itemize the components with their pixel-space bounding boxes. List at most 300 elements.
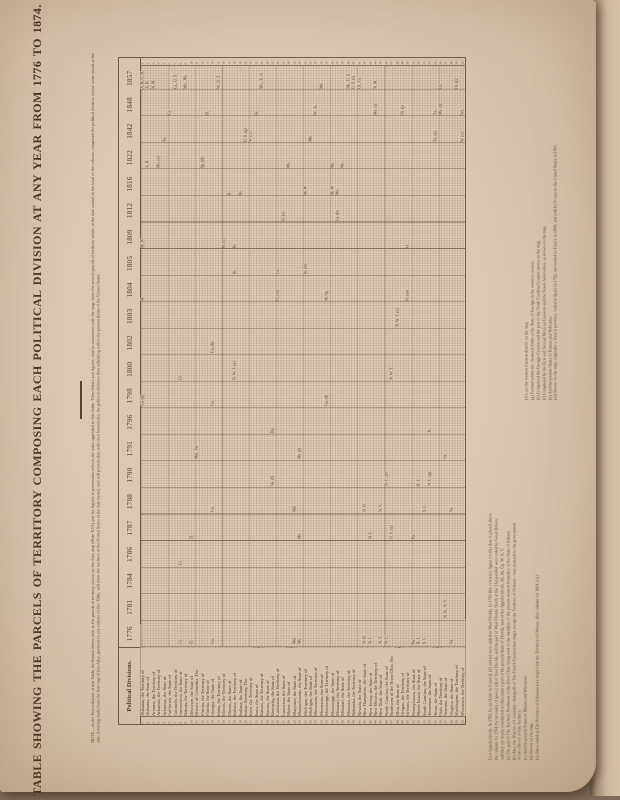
row-number: 57: [444, 720, 448, 724]
row-number: 4: [157, 721, 161, 724]
row-number: 2: [146, 62, 150, 65]
year-column-header: 1805: [125, 255, 134, 272]
row-number: 19: [238, 61, 242, 65]
cell-code: Ms.: [297, 638, 302, 645]
row-number: 24: [265, 61, 270, 65]
division-name: Montana, the Territory of: [346, 625, 356, 716]
cell-code: Or. (j): [454, 79, 459, 89]
cell-code: Mx. (i): [372, 104, 378, 116]
footnote-line: (m) Shown on the map; originally a French province; ceded to Spain in 1762; retroceded to France in 1800; and sold by France to the United States in 1803.: [553, 144, 558, 400]
cell-code: In.: [232, 243, 237, 248]
cell-code: U. S. (i): [351, 76, 356, 89]
row-number: 40: [352, 720, 356, 724]
cell-code: Nb., U. S.: [345, 72, 351, 89]
row-number: 54: [428, 61, 432, 65]
row-number: 44: [373, 61, 378, 65]
cell-code: Mo.: [335, 188, 340, 195]
division-name: Indiana, the Territory of: [232, 630, 242, 716]
cell-code: N. C.: [383, 635, 389, 645]
footnote-line: (g) Formed within the chartered limits of the State of Georgia in the western cession.: [529, 261, 535, 400]
year-column-header: 1803: [125, 308, 134, 324]
row-number: 23: [260, 720, 264, 724]
row-number: 45: [379, 61, 383, 65]
cell-code: Ms. (f): [297, 448, 302, 460]
cell-code: Ga. (d): [140, 395, 145, 407]
footnote-line: (i) Completed by the First and Second Mexican Cessions and the Texan Annexation, as shown on the map.: [541, 225, 547, 400]
row-number: 24: [265, 720, 270, 724]
footnote-line: East Appalachicola. In 1763, by an Order in Council, (d) and (e) were added to West Florida. In 1783 [the reference figure for this date is placed above: [488, 512, 493, 760]
row-number: 25: [271, 720, 275, 724]
row-number: 21: [249, 720, 253, 724]
cell-code: Fr. (m): [405, 289, 410, 301]
row-number: 57: [444, 61, 448, 65]
row-number: 43: [368, 720, 372, 724]
cell-code: Cs., U. S.: [172, 73, 177, 89]
row-number: 13: [206, 720, 210, 724]
cell-code: Fl.: [205, 111, 210, 116]
division-name: Arkansas, the Territory of: [156, 623, 166, 716]
division-name: Minnesota, the State of: [319, 633, 329, 716]
cell-code: N. Y.: [378, 504, 383, 513]
row-number: 16: [222, 720, 226, 724]
division-name: New Jersey, the State of: [368, 629, 378, 716]
cell-code: Ar.: [161, 136, 167, 142]
cell-code: Mx. (i): [437, 104, 443, 116]
cell-code: Mn.: [318, 82, 324, 89]
year-column-header: 1790: [125, 467, 134, 483]
row-number: 39: [346, 720, 351, 724]
row-number: 35: [325, 61, 329, 65]
division-name: Wisconsin, the Territory of: [460, 619, 470, 716]
cell-code: Fr. (m): [275, 289, 280, 301]
division-name: Missouri, the State of: [340, 639, 350, 717]
division-name: Arizona, the Territory of: [151, 628, 161, 716]
year-column-header: 1776: [125, 626, 134, 642]
row-number: 54: [428, 720, 432, 724]
row-numbers-left: [141, 716, 466, 724]
row-number: 33: [314, 720, 318, 724]
cell-code: R. I.: [416, 637, 421, 645]
row-number: 3: [151, 62, 156, 65]
title-divider-rule: [80, 381, 82, 419]
cell-code: N. C. (f): [383, 472, 389, 486]
row-number: 59: [455, 61, 459, 65]
cell-code: N. C. (g): [427, 471, 432, 486]
row-number: 53: [422, 720, 427, 724]
division-names-column: [141, 647, 466, 717]
division-name: Florida, the State of: [205, 645, 215, 717]
row-number: 10: [189, 720, 194, 724]
cell-code: Or. (j): [400, 105, 405, 116]
cell-code: Ga. (d): [324, 395, 329, 407]
division-name: Vermont, the State of: [443, 640, 453, 716]
row-number: 40: [352, 61, 356, 65]
row-number: 9: [184, 721, 188, 724]
row-number: 17: [227, 61, 232, 65]
footnote-line: (h) Comprised the Georgia Cession and the part of the North Carolina Cession shown on the map.: [535, 239, 541, 400]
cell-code: Mh.: [307, 135, 313, 142]
cell-code: In. (c): [221, 237, 226, 248]
cell-code: A, B: [145, 160, 150, 169]
division-name: Iowa, the State of: [254, 653, 264, 716]
cell-code: Md.: [291, 505, 297, 513]
division-name: Texas, the State of: [433, 650, 443, 716]
row-number: 50: [406, 720, 410, 724]
table-header-row: [119, 58, 141, 724]
cell-code: N. H.: [362, 635, 367, 645]
cell-code: R. I.: [416, 478, 421, 486]
row-number: 55: [433, 720, 437, 724]
division-name: Illinois, the Territory of: [221, 631, 231, 716]
cell-code: Pa.: [410, 639, 416, 645]
division-name: Alabama, the State of: [145, 638, 155, 716]
year-column-header: 1788: [125, 493, 134, 510]
division-name: Orleans, the Territory of: [405, 629, 415, 716]
row-number: 31: [303, 720, 307, 724]
row-number: 60: [460, 720, 465, 724]
cell-code: Md., Va.: [194, 445, 199, 460]
year-column-header: 1796: [125, 414, 134, 430]
cell-code: W. (c): [248, 132, 253, 142]
row-number: 8: [178, 721, 183, 724]
row-number: 60: [460, 61, 465, 65]
row-number: 43: [368, 61, 372, 65]
row-number: 32: [308, 720, 313, 724]
row-number: 46: [384, 61, 389, 65]
footnote-line: of the officers of this Territory.: [517, 709, 522, 760]
division-name: Maryland, the State of: [292, 636, 302, 716]
division-name: Maine, the State of: [286, 648, 296, 716]
cell-code: Tx. (k): [432, 130, 437, 142]
division-name: Oregon, the Territory of: [400, 630, 410, 716]
cell-code: Ms.: [286, 162, 291, 169]
cell-code: D.: [188, 640, 194, 645]
row-number: 22: [254, 720, 259, 724]
division-name: Ohio, the State of: [395, 653, 405, 717]
cell-code: N. M.: [372, 79, 378, 89]
footnote-line: (d) Shown on the map.: [529, 722, 534, 760]
division-name: Kentucky, the State of: [270, 636, 280, 716]
division-name: Iowa, the Territory of: [248, 639, 258, 716]
cell-code: Ga. (h): [210, 342, 215, 354]
year-column-header: 1787: [125, 520, 134, 536]
cell-code: In. (b): [302, 264, 307, 275]
row-number: 11: [195, 61, 199, 65]
row-number: 12: [200, 720, 205, 724]
cell-code: M, W: [302, 185, 307, 195]
row-number: 20: [243, 720, 248, 724]
row-number: 34: [319, 61, 324, 65]
row-numbers-right: [141, 58, 466, 66]
division-name: Rhode Island, the State of: [416, 623, 426, 716]
cell-code: S. C.: [421, 636, 427, 645]
row-number: 34: [319, 720, 324, 724]
page-title: TABLE SHOWING THE PARCELS OF TERRITORY COMPOSING EACH POLITICAL DIVISION AT ANY YEAR FROM 1776 TO 1874.: [30, 4, 44, 796]
cell-code: N. W. T. (a): [232, 361, 237, 380]
cell-code: Ct.: [177, 375, 183, 380]
row-number: 15: [216, 61, 221, 65]
cell-code: Mi.: [329, 162, 335, 169]
row-number: 28: [287, 720, 291, 724]
row-number: 28: [287, 61, 291, 65]
division-name: District of Columbia, The: [194, 623, 204, 716]
row-number: 33: [314, 61, 318, 65]
row-number: 56: [438, 61, 443, 65]
footnote-line: the column for 1784, by necessity of space,] (d) of East Florida, and the part of West Florida North of the 31st parallel were ceded by Great Britain;: [493, 518, 499, 760]
row-number: 35: [325, 720, 329, 724]
row-number: 36: [330, 720, 335, 724]
division-name: Massachusetts, the State of: [297, 619, 307, 716]
division-name: Idaho, the Territory of: [216, 636, 226, 716]
cell-code: Ky.: [270, 427, 275, 433]
row-number: 37: [336, 61, 340, 65]
cell-code: Ga.: [210, 400, 215, 407]
row-number: 13: [206, 61, 210, 65]
footnote-line: (c) And the present States of Illinois and Wisconsin.: [523, 674, 528, 760]
footnote-line: and they are herein considered as then made a part of the present State of Florida, east of the Appalachicola. Ab, Ah, Cp, W, X, Y.: [499, 547, 505, 760]
cell-code: W., U. S.: [215, 74, 221, 89]
table-body: [141, 58, 466, 724]
division-name: Connecticut, the State of: [178, 627, 188, 716]
row-number: 18: [233, 720, 237, 724]
footnote-line: (e) Since ceded as The Province of Arkansas (see map) from the Territory of Orleans. (See column for 1804, (a).): [535, 574, 540, 760]
cell-code: Ut., Cs.: [356, 76, 362, 89]
row-number: 20: [243, 61, 248, 65]
row-number: 38: [341, 720, 345, 724]
year-cells-grid: [141, 65, 466, 647]
division-name: Nebraska, the Territory of: [351, 623, 361, 716]
row-number: 19: [238, 720, 242, 724]
division-name: Dakota, the Territory of: [183, 631, 193, 716]
cell-code: N. W. T.: [389, 366, 394, 380]
cell-code: N. W. T. (c): [394, 308, 400, 328]
row-number: 14: [211, 720, 215, 724]
note-text: NOTE.—In the Year-columns of this Table, the Roman letters refer to the parcels of territory shown on the Area map (Plate XVI.) and the figures in parenthesis refer to the notes appended to this Table. These letters and figures, read in connection with the map, show the several parcels of territory which, at the date named at the head of the column, composed the political division whose name stands at the side. A tracing made from the first map of this Atlas, pursuant to any column of this Table, will show the territory of the United States at the date named, and will present also, with their boundaries, the political divisions then subsisting within the present limits of the United States.: [90, 53, 101, 743]
cell-code: Ct.: [177, 639, 183, 645]
cell-code: Pa.: [410, 533, 416, 539]
row-number: 6: [168, 721, 172, 724]
cell-code: Ga.: [210, 506, 215, 513]
row-number: 4: [157, 62, 161, 65]
division-name: Mississippi, the State of: [330, 629, 340, 716]
cell-code: A, B, C, D.: [140, 70, 145, 89]
row-number: 23: [260, 61, 264, 65]
row-number: 10: [189, 61, 194, 65]
division-name: Indian Territory, The: [243, 641, 253, 716]
row-number: 48: [395, 720, 400, 724]
cell-code: M, W: [329, 185, 335, 195]
cell-code: M: [140, 297, 145, 301]
division-name: Tennessee, the State of: [427, 634, 437, 716]
cell-code: Ct.: [177, 560, 183, 566]
cell-code: Va.: [448, 507, 454, 513]
division-name: Utah, the Territory of: [438, 639, 448, 716]
row-number: 49: [401, 720, 405, 724]
row-number: 52: [417, 720, 421, 724]
row-number: 1: [141, 62, 145, 65]
row-number: 48: [395, 61, 400, 65]
division-name: Kansas, the State of: [265, 645, 275, 716]
row-number: 26: [276, 720, 280, 724]
division-name: California, the State of: [167, 634, 177, 716]
footnotes-left-block: [488, 405, 541, 760]
row-number: 25: [271, 61, 275, 65]
year-column-header: 1781: [125, 599, 134, 615]
cell-code: La. (b): [335, 210, 340, 222]
division-name: Colorado, the Territory of: [173, 623, 183, 716]
cell-code: Mo., Nb.: [183, 74, 188, 89]
year-column-header: 1804: [125, 282, 134, 298]
year-column-header: 1784: [125, 573, 134, 589]
footnote-line: (b) Also, the District of Louisiana—being all of The French Cession (see map), except the Territory of Orleans—was annexed to the government: [511, 522, 517, 760]
row-number: 52: [417, 61, 421, 65]
cell-code: Va. (f): [270, 475, 275, 486]
cell-code: M, W: [140, 238, 145, 248]
row-number: 47: [390, 720, 394, 724]
cell-code: A, B.: [145, 80, 150, 89]
division-name: Michigan, the Territory of: [303, 622, 313, 716]
cell-code: Va.: [448, 639, 454, 645]
row-number: 49: [401, 61, 405, 65]
cell-code: D.: [188, 534, 194, 539]
row-number: 30: [298, 61, 302, 65]
row-number: 11: [195, 720, 199, 724]
cell-code: N. H., N. Y.: [443, 599, 448, 619]
year-column-header: 1809: [125, 229, 134, 245]
division-name: Indiana, the State of: [238, 644, 248, 716]
row-number: 5: [162, 62, 167, 65]
cell-code: Md.: [291, 637, 297, 645]
year-column-header: 1798: [125, 388, 134, 404]
row-number: 29: [292, 61, 297, 65]
row-number: 38: [341, 61, 345, 65]
cell-code: Mo., U. S.: [259, 72, 264, 89]
row-number: 50: [406, 61, 410, 65]
row-number: 56: [438, 720, 443, 724]
division-name: New Mexico, the Territory of: [373, 610, 383, 716]
cell-code: N. J.: [367, 531, 372, 539]
row-number: 41: [357, 61, 362, 65]
division-name: Pennsylvania, the State of: [411, 623, 421, 716]
cell-code: M, Sp.: [324, 289, 329, 301]
row-number: 15: [216, 720, 221, 724]
political-divisions-header: Political Divisions.: [119, 647, 140, 724]
division-name: Louisiana, the State of: [281, 635, 291, 716]
division-name: Michigan, the State of: [308, 636, 318, 716]
row-number: 27: [281, 61, 286, 65]
row-number: 39: [346, 61, 351, 65]
cell-code: Ut.: [437, 83, 443, 89]
cell-code: W., Ia.: [313, 104, 318, 116]
year-column-header: 1786: [125, 546, 134, 563]
cell-code: N. J.: [367, 637, 372, 645]
note-paragraph: [90, 53, 120, 743]
footnote-line: (a) The part of The Territory Northwest of the River Ohio lying west of the meridian of the present western boundary of the State of Indiana.: [505, 529, 511, 760]
cell-code: Ia.: [253, 111, 259, 116]
row-number: 26: [276, 61, 280, 65]
cell-code: La.: [275, 268, 280, 275]
year-column-header: 1816: [125, 176, 134, 192]
cell-code: O. (e): [280, 211, 286, 222]
row-number: 59: [455, 720, 459, 724]
row-number: 41: [357, 720, 362, 724]
division-name: Missouri, the Territory of: [335, 625, 345, 716]
cell-code: Cs.: [167, 110, 172, 116]
division-name: Georgia, the State of: [210, 642, 220, 716]
cell-code: Tx.: [432, 109, 437, 116]
row-number: 45: [379, 720, 383, 724]
cell-code: Vt.: [443, 454, 448, 460]
row-number: 22: [254, 61, 259, 65]
footnotes-right-block: [524, 55, 559, 400]
division-name: Arkansas, the State of: [162, 637, 172, 716]
row-number: 7: [173, 721, 177, 724]
row-number: 14: [211, 61, 215, 65]
division-name: Washington, the Territory of: [454, 614, 464, 716]
cell-code: Te.: [427, 427, 432, 433]
cell-code: Ga.: [210, 638, 215, 645]
row-number: 12: [200, 61, 205, 65]
row-number: 47: [390, 61, 394, 65]
division-name: North Carolina, the State of: [384, 616, 394, 716]
cell-code: Ws.: [459, 109, 465, 116]
division-name: Delaware, the State of: [189, 636, 199, 716]
year-column-header: 1822: [125, 150, 134, 166]
cell-code: Mo.: [340, 161, 345, 169]
cell-code: S. C.: [421, 504, 427, 513]
row-number: 1: [141, 721, 145, 724]
division-name: Florida, the Territory of: [200, 631, 210, 716]
row-number: 30: [298, 720, 302, 724]
division-name: South Carolina, the State of: [422, 616, 432, 716]
cell-code: Sp. (d): [199, 157, 205, 169]
division-name: Kansas, the Territory of: [259, 631, 269, 716]
division-name: Virginia, the State of: [449, 641, 459, 716]
division-name: Minnesota, the Territory of: [313, 619, 323, 716]
cell-code: U. S. (a): [389, 525, 394, 539]
row-number: 7: [173, 62, 177, 65]
row-number: 8: [178, 62, 183, 65]
row-number: 53: [422, 61, 427, 65]
year-column-header: 1791: [125, 441, 134, 457]
division-name: Northwest of the River Ohio, Ter.: [389, 595, 399, 716]
row-number: 44: [373, 720, 378, 724]
division-name: Louisiana, the Territory of: [275, 621, 285, 716]
division-name: Illinois, the State of: [227, 645, 237, 716]
cell-code: U. S. (g): [242, 128, 248, 142]
division-name: New Hampshire, the State of: [362, 612, 372, 716]
cell-code: In.: [237, 190, 242, 195]
year-column-header: 1857: [125, 70, 134, 86]
row-number: 37: [336, 720, 340, 724]
cell-code: In.: [232, 269, 237, 275]
cell-code: N. M.: [150, 79, 156, 89]
year-column-header: 1848: [125, 97, 134, 113]
row-number: 16: [222, 61, 226, 65]
row-number: 42: [363, 720, 367, 724]
cell-code: W. (c): [459, 132, 465, 142]
division-name: Mississippi, the Territory of: [324, 616, 334, 716]
row-number: 51: [411, 720, 416, 724]
row-number: 9: [184, 62, 188, 65]
year-column-header: 1812: [125, 202, 134, 219]
cell-code: Ms.: [297, 532, 302, 539]
footnote-line: (f) Less the western Custom district on the map.: [524, 321, 529, 400]
row-number: 58: [449, 720, 454, 724]
row-number: 31: [303, 61, 307, 65]
row-number: 3: [151, 721, 156, 724]
row-number: 36: [330, 61, 335, 65]
